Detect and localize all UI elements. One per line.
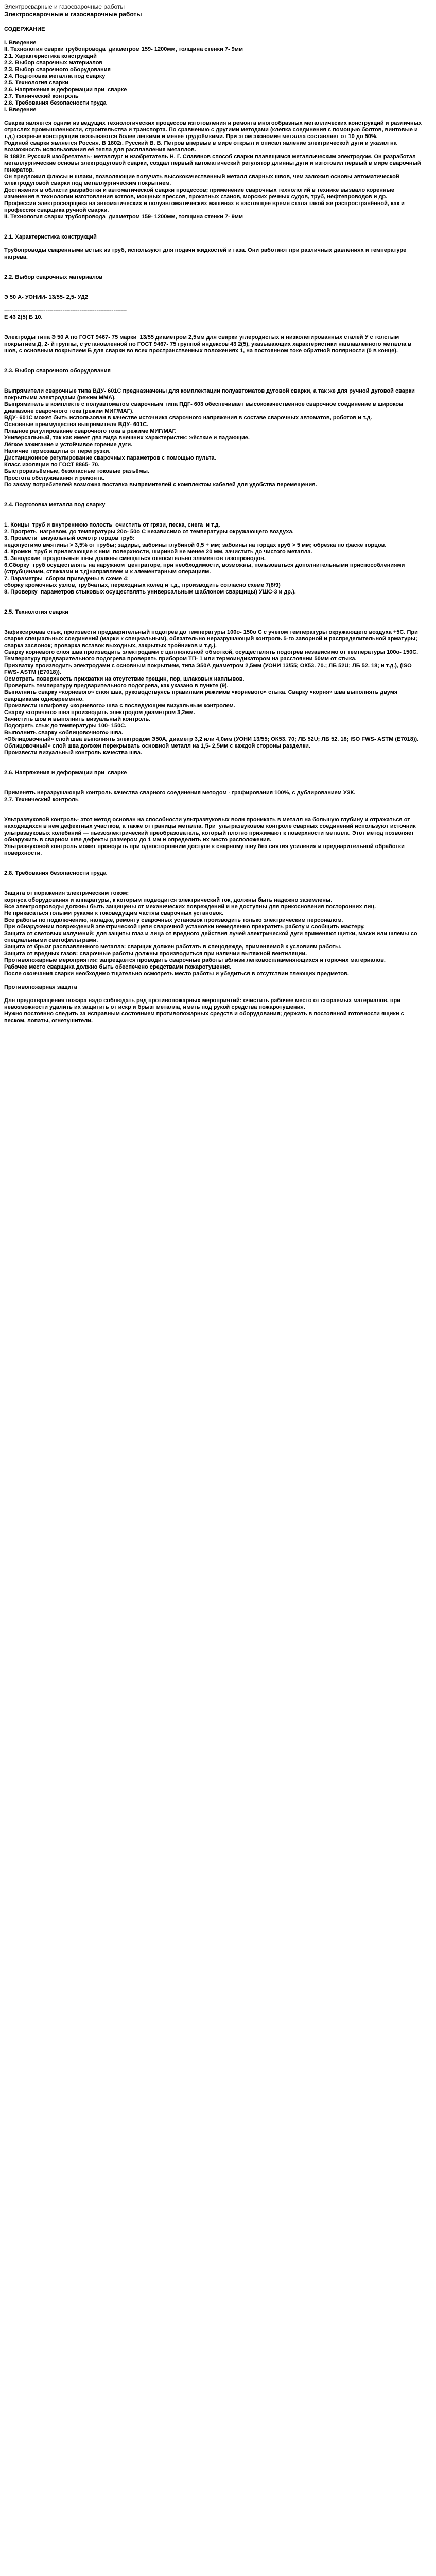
text-line: I. Введение <box>4 107 37 113</box>
text-line: Облицовочный» слой шва должен перекрывать основной металл на 1,5- 2,5мм с каждой стороны разделки. <box>4 743 310 749</box>
text-line: 7. Параметры сборки приведены в схеме 4: <box>4 575 129 582</box>
text-line: Сварку «горячего» шва производить электродом диаметром 3,2мм. <box>4 709 195 716</box>
text-line: 2.5. Технология сварки <box>4 609 68 615</box>
text-line: Основные преимущества выпрямителя ВДУ- 601С. <box>4 421 149 428</box>
blank-line <box>4 281 424 287</box>
text-line: Выпрямители сварочные типа ВДУ- 601С предназначены для комплектации полуавтоматов дуговой сварки, а так же для ручной дуговой сварки покрытыми электродами (режим ММА). <box>4 388 416 401</box>
blank-line <box>4 991 424 997</box>
text-line: Нужно постоянно следить за исправным состоянием противопожарных средств и оборудования; держать в постоянной готовности ящики с песком, лопаты, огнетушители. <box>4 1011 406 1024</box>
text-line: Наличие термозащиты от перегрузки. <box>4 448 111 454</box>
text-line: 2. Прогреть нагревом, до температуры 20о- 50о С независимо от температуры окружающего воздуха. <box>4 529 294 535</box>
text-line: 2.3. Выбор сварочного оборудования <box>4 368 111 374</box>
blank-line <box>4 803 424 810</box>
text-line: 2.2. Выбор сварочных материалов <box>4 60 103 66</box>
document <box>0 0 428 1024</box>
text-line: сборку кромочных узлов, трубчатых, переходных колец и т.д., производить согласно схеме 7(8/9) <box>4 582 281 588</box>
blank-line <box>4 361 424 368</box>
blank-line <box>4 328 424 334</box>
text-line: Он предложил флюсы и шлаки, позволяющие получать высококачественный металл сварных швов, чем заложил основы автоматической электродуговой сварки под металлургическим покрытием. <box>4 174 401 187</box>
blank-line <box>4 354 424 361</box>
text-line: Универсальный, так как имеет два вида внешних характеристик: жёсткие и падающие. <box>4 435 250 441</box>
blank-line <box>4 261 424 267</box>
text-line: Зафиксировав стык, произвести предварительный подогрев до температуры 100о- 150о С с учетом температуры окружающего воздуха +5С. При сварке специальных соединений (марки к специальным), обязательно неразрушающий контроль 5-го заворной и распределительной арматуры; сварка заслонок; проварка вставок выходных, закрытых тройников и т.д.). <box>4 629 420 649</box>
text-line: Противопожарная защита <box>4 984 77 990</box>
blank-line <box>4 20 424 26</box>
text-line: 2.7. Технический контроль <box>4 796 79 803</box>
blank-line <box>4 267 424 274</box>
text-line: После окончания сварки необходимо тщательно осмотреть место работы и убедиться в отсутствии тлеющих предметов. <box>4 971 349 977</box>
blank-line <box>4 977 424 984</box>
text-line: Электроды типа Э 50 А по ГОСТ 9467- 75 марки 13/55 диаметром 2,5мм для сварки углеродистых и низколегированных сталей У с толстым покрытием Д, 2- й группы, с установленной по ГОСТ 9467- 75 группой индексов 43 2(5), указывающих характеристики наплавленного металла в шов, с основным покрытием Б для сварки во всех пространственных положениях 1, на постоянном токе обратной полярности (0 в конце). <box>4 334 413 354</box>
text-line: Защита от брызг расплавленного металла: сварщик должен работать в спецодежде, применяемой к условиям работы. <box>4 944 342 950</box>
text-line: 2.7. Технический контроль <box>4 93 79 99</box>
document-title: Электросварочные и газосварочные работы <box>4 11 142 18</box>
text-line: Е 43 2(5) Б 10. <box>4 314 43 320</box>
blank-line <box>4 763 424 770</box>
text-line: 2.4. Подготовка металла под сварку <box>4 73 106 79</box>
text-line: Температуру предварительного подогрева проверять прибором ТП- 1 или термоиндикатором на расстоянии 50мм от стыка. <box>4 656 357 662</box>
text-line: Родиной сварки является Россия. В 1802г. Русский В. В. Петров впервые в мире открыл и описал явление электрической дуги и указал на возможность использования её тепла для расплавления металлов. <box>4 140 398 153</box>
blank-line <box>4 602 424 609</box>
text-line: Выполнить сварку «облицовочного» шва. <box>4 730 123 736</box>
text-line: 5. Заводские продольные швы должны смещаться относительно элементов газопроводов. <box>4 555 266 562</box>
blank-line <box>4 810 424 817</box>
blank-line <box>4 287 424 294</box>
blank-line <box>4 616 424 622</box>
text-line: Защита от световых излучений: для защиты глаз и лица от вредного действия лучей электрической дуги применяют щитки, маски или шлемы со специальными светофильтрами. <box>4 930 419 943</box>
text-line: Простота обслуживания и ремонта. <box>4 475 104 481</box>
text-line: Плавное регулирование сварочного тока в режиме МИГ/МАГ. <box>4 428 177 434</box>
text-line: Лёгкое зажигание и устойчивое горение дуги. <box>4 442 133 448</box>
text-line: Зачистить шов и выполнить визуальный контроль. <box>4 716 151 722</box>
text-line: 2.4. Подготовка металла под сварку <box>4 502 106 508</box>
text-line: 6.Сборку труб осуществлять на наружном центраторе, при необходимости, возможны, пользоваться дополнительными приспособлениями (струбцинами, стяжками и т.д)направляем и к элементарным операциям. <box>4 562 407 575</box>
text-line: Применять неразрушающий контроль качества сварного соединения методом - графирования 100%, с дублированием УЗК. <box>4 790 356 796</box>
text-line: Осмотреть поверхность прихватки на отсутствие трещин, пор, шлаковых наплывов. <box>4 676 245 682</box>
text-line: Ультразвуковой контроль может проводить при односторонним доступе к сварному шву без снятия усиления и предварительной обработки поверхности. <box>4 843 406 856</box>
text-line: Выполнить сварку «корневого» слоя шва, руководствуясь правилами режимов «корневого» стыка. Сварку «корня» шва выполнять двумя сварщиками одновременно. <box>4 689 399 702</box>
text-line: 4. Кромки труб и прилегающие к ним поверхности, шириной не менее 20 мм, зачистить до чистого металла. <box>4 549 312 555</box>
blank-line <box>4 221 424 227</box>
text-line: Профессия электросварщика на автоматических и полуавтоматических машинах в настоящее время стала такой же распространённой, как и профессия сварщика ручной сварки. <box>4 200 406 213</box>
text-line: 2.8. Требования безопасности труда <box>4 100 107 106</box>
blank-line <box>4 227 424 234</box>
text-line: Сварка является одним из ведущих технологических процессов изготовления и ремонта многообразных металлических конструкций и различных отраслях промышленности, строительства и транспорта. По сравнению с другими методами (клепка соединения с помощью болтов, винтовые и т.д.) сварные конструкции оказываются более легкими и менее трудоёмкими. При этом экономия металла составляет от 10 до 50%. <box>4 120 424 140</box>
text-line: Прихватку производить электродами с основным покрытием, типа Э50А диаметром 2,5мм (УОНИ 13/55; ОК53. 70.; ЛБ 52U; ЛБ 52. 18; и т.д.), (ISO FWS- ASTM (E7018)). <box>4 663 413 675</box>
text-line: Сварку корневого слоя шва производить электродами с целлюлозной обмоткой, осуществлять подогрев независимо от температуры 100о- 150С. <box>4 649 418 655</box>
text-line: 2.3. Выбор сварочного оборудования <box>4 66 111 73</box>
text-line: Все электропроводы должны быть защищены от механических повреждений и не доступны для прикосновения посторонних лиц. <box>4 904 376 910</box>
text-line: По заказу потребителей возможна поставка выпрямителей с комплектом кабелей для удобства перемещения. <box>4 482 317 488</box>
text-line: 2.2. Выбор сварочных материалов <box>4 274 103 280</box>
text-line: 2.1. Характеристика конструкций <box>4 53 97 59</box>
text-line: Защита от вредных газов: сварочные работы должны производиться при наличии вытяжной вентиляции. <box>4 951 307 957</box>
text-line: ----------------------------------------------------------------- <box>4 308 127 314</box>
blank-line <box>4 857 424 863</box>
text-line: недопустимо вмятины > 3,5% от трубы; задиры, забоины глубиной 0,5 + мм; забоины на торцах труб > 5 мм; обрезка по фаске торцов. <box>4 542 387 548</box>
text-line: Трубопроводы сваренными встык из труб, используют для подачи жидкостей и газа. Они работают при различных давлениях и температуре нагрева. <box>4 247 408 260</box>
blank-line <box>4 301 424 308</box>
text-line: «Облицовочный» слой шва выполнять электродом Э50А, диаметр 3,2 или 4,0мм (УОНИ 13/55; ОК53. 70; ЛБ 52U; ЛБ 52. 18; ISO FWS- ASTM (E7018)). <box>4 736 419 742</box>
blank-line <box>4 113 424 120</box>
text-line: Достижения в области разработки и автоматической сварки процессов; применение сварочных технологий в технике вызвало коренные изменения в технологии изготовления котлов, мощных прессов, прокатных станов, морских речных судов, труб, нефтепроводов и др. <box>4 187 396 200</box>
blank-line <box>4 884 424 890</box>
blank-line <box>4 509 424 515</box>
text-line: Для предотвращения пожара надо соблюдать ряд противопожарных мероприятий: очистить рабочее место от сгораемых материалов, при невозможности удалить их защитить от искр и брызг металла, иметь под рукой средства пожаротушения. <box>4 997 403 1010</box>
text-line: СОДЕРЖАНИЕ <box>4 26 45 32</box>
blank-line <box>4 776 424 783</box>
blank-line <box>4 495 424 502</box>
text-line: Произвести шлифовку «корневого» шва с последующим визуальным контролем. <box>4 703 235 709</box>
text-line: Быстроразъёмные, безопасные токовые разъёмы. <box>4 468 150 474</box>
text-line: 2.1. Характеристика конструкций <box>4 234 97 240</box>
text-line: корпуса оборудования и аппаратуры, к которым подводится электрический ток, должны быть надежно заземлены. <box>4 897 333 903</box>
blank-line <box>4 863 424 870</box>
text-line: II. Технология сварки трубопровода диаметром 159- 1200мм, толщина стенки 7- 9мм <box>4 46 243 53</box>
text-line: 2.6. Напряжения и деформации при сварке <box>4 770 127 776</box>
blank-line <box>4 622 424 629</box>
text-line: 2.5. Технология сварки <box>4 80 68 86</box>
text-line: Рабочее место сварщика должно быть обеспечено средствами пожаротушения. <box>4 964 232 970</box>
blank-line <box>4 33 424 40</box>
blank-line <box>4 877 424 884</box>
text-line: 2.8. Требования безопасности труда <box>4 870 107 876</box>
text-line: ВДУ- 601С может быть использован в качестве источника сварочного напряжения в составе сварочных автоматов, роботов и т.д. <box>4 415 372 421</box>
text-line: Класс изоляции по ГОСТ 8865- 70. <box>4 462 100 468</box>
blank-line <box>4 488 424 495</box>
text-line: Дистанционное регулирование сварочных параметров с помощью пульта. <box>4 455 216 461</box>
text-line: При обнаружении повреждений электрической цепи сварочной установки немедленно прекратить работу и сообщить мастеру. <box>4 924 365 930</box>
text-line: 3. Провести визуальный осмотр торцов труб: <box>4 535 135 541</box>
blank-line <box>4 321 424 328</box>
text-line: В 1882г. Русский изобретатель- металлург и изобретатель Н. Г. Славянов способ сварки плавящимся металлическим электродом. Он разработал металлургические основы электродуговой сварки, создал первый автоматический регулятор длинны дуги и изготовил первый в мире сварочный генератор. <box>4 154 423 173</box>
blank-line <box>4 756 424 763</box>
text-line: Ультразвуковой контроль- этот метод основан на способности ультразвуковых волн проникать в металл на большую глубину и отражаться от находящихся в нем дефектных участков, а также от границы металла. При ультразвуковом контроле сварных соединений используют источник ультразвуковых колебаний — пьезоэлектрический преобразователь, который плотно прижимают к поверхности металла. Этот метод позволяет обнаружить в сварном шве дефекты размером до 1 мм и определить их место расположения. <box>4 817 417 843</box>
blank-line <box>4 375 424 381</box>
text-line: I. Введение <box>4 40 37 46</box>
blank-line <box>4 381 424 388</box>
text-line: Не прикасаться голыми руками к токоведущим частям сварочных установок. <box>4 910 224 917</box>
text-line: Все работы по подключению, наладке, ремонту сварочных установок производить только электрическим персоналом. <box>4 917 343 923</box>
text-line: Защита от поражения электрическим током: <box>4 890 129 896</box>
text-line: Подогреть стык до температуры 100- 150С. <box>4 723 127 729</box>
text-line: Проверить температуру предварительного подогрева, как указано в пункте (9). <box>4 683 229 689</box>
document-body <box>4 20 424 1024</box>
blank-line <box>4 596 424 602</box>
blank-line <box>4 783 424 790</box>
text-line: Э 50 А- УОНИИ- 13/55- 2,5- УД2 <box>4 294 88 300</box>
text-line: 2.6. Напряжения и деформации при сварке <box>4 87 127 93</box>
text-line: II. Технология сварки трубопровода диаметром 159- 1200мм, толщина стенки 7- 9мм <box>4 214 243 220</box>
window-title: Электросварные и газосварочные работы <box>4 3 125 10</box>
text-line: 1. Концы труб и внутреннюю полость очистить от грязи, песка, снега и т.д. <box>4 522 220 528</box>
blank-line <box>4 515 424 522</box>
text-line: Противопожарные мероприятия: запрещается проводить сварочные работы вблизи легковоспламеняющихся и горючих материалов. <box>4 957 386 963</box>
text-line: Выпрямитель в комплекте с полуавтоматом сварочным типа ПДГ- 603 обеспечивает высококачественное сварочное соединение в широком диапазоне сварочного тока (режим МИГ/МАГ). <box>4 401 405 414</box>
text-line: Произвести визуальный контроль качества шва. <box>4 750 142 756</box>
text-line: 8. Проверку параметров стыковых осуществлять универсальным шаблоном сварщицы) УШС-3 и др.). <box>4 589 296 595</box>
blank-line <box>4 241 424 247</box>
